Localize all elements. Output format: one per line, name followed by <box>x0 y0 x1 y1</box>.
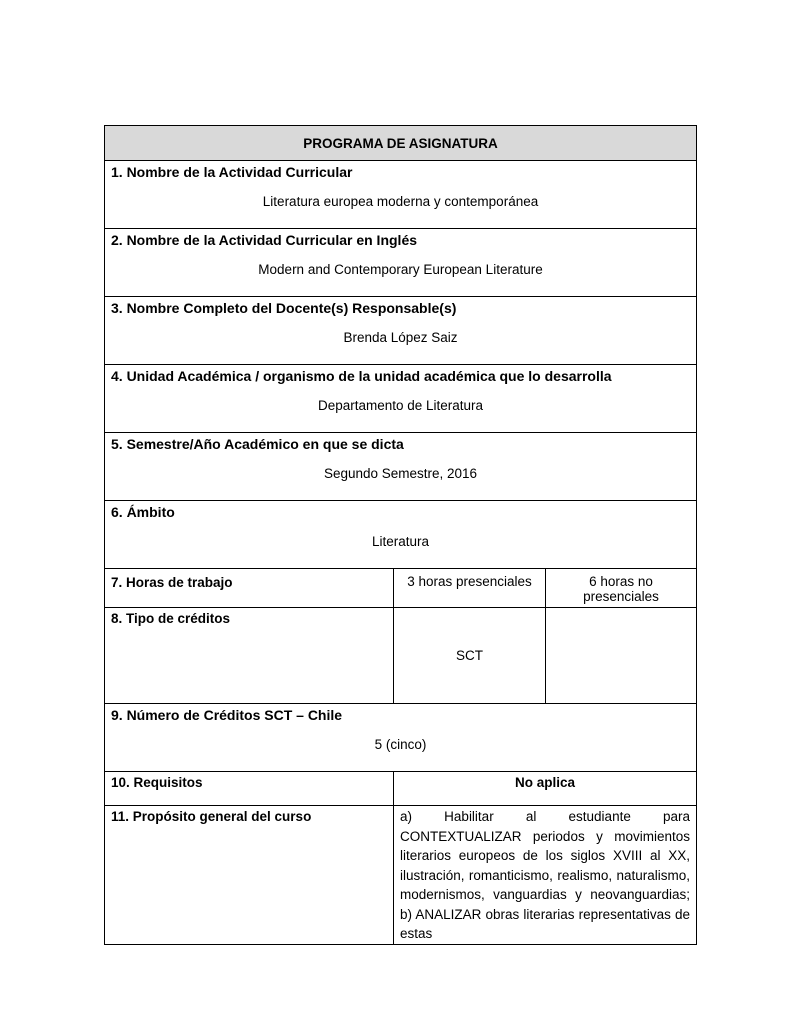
section-4-row <box>105 365 697 433</box>
section-6-row <box>105 501 697 569</box>
section-4-value: Departamento de Literatura <box>317 398 484 413</box>
section-1-label: 1. Nombre de la Actividad Curricular <box>111 164 353 180</box>
section-2-label: 2. Nombre de la Actividad Curricular en Inglés <box>111 232 418 248</box>
section-9-label: 9. Número de Créditos SCT – Chile <box>111 707 343 723</box>
hours-presencial: 3 horas presenciales <box>394 569 546 608</box>
section-5-label: 5. Semestre/Año Académico en que se dicta <box>111 436 404 452</box>
section-5-value: Segundo Semestre, 2016 <box>323 466 478 481</box>
section-5-row <box>105 433 697 501</box>
section-8-label: 8. Tipo de créditos <box>105 608 394 704</box>
section-7-label: 7. Horas de trabajo <box>105 569 394 608</box>
section-9-value: 5 (cinco) <box>374 737 427 752</box>
section-2-value: Modern and Contemporary European Literature <box>258 262 543 277</box>
section-6-value: Literatura <box>371 534 430 549</box>
section-1-row <box>105 161 697 229</box>
section-3-label: 3. Nombre Completo del Docente(s) Responsable(s) <box>111 300 457 316</box>
section-9-row <box>105 704 697 772</box>
section-1-value: Literatura europea moderna y contemporánea <box>262 194 539 209</box>
hours-no-presencial: 6 horas no presenciales <box>546 569 697 608</box>
section-6-label: 6. Ámbito <box>111 504 175 520</box>
section-8-row <box>105 608 697 704</box>
requirements-value: No aplica <box>394 772 697 806</box>
table-header: PROGRAMA DE ASIGNATURA <box>105 126 697 161</box>
section-10-label: 10. Requisitos <box>105 772 394 806</box>
course-purpose-text: a) Habilitar al estudiante para CONTEXTUALIZAR periodos y movimientos literarios europeos de los siglos XVIII al XX, ilustración, romanticismo, realismo, naturalismo, modernismos, vanguardias y neovanguardias; b) ANALIZAR obras literarias representativas de estas <box>394 806 697 945</box>
section-11-row <box>105 806 697 945</box>
section-4-label: 4. Unidad Académica / organismo de la unidad académica que lo desarrolla <box>111 368 612 384</box>
section-7-row <box>105 569 697 608</box>
program-table <box>104 125 697 945</box>
section-10-row <box>105 772 697 806</box>
section-3-row <box>105 297 697 365</box>
credit-type-value: SCT <box>394 608 546 704</box>
section-2-row <box>105 229 697 297</box>
credit-type-empty-cell <box>546 608 697 704</box>
section-3-value: Brenda López Saiz <box>343 330 458 345</box>
section-11-label: 11. Propósito general del curso <box>105 806 394 945</box>
